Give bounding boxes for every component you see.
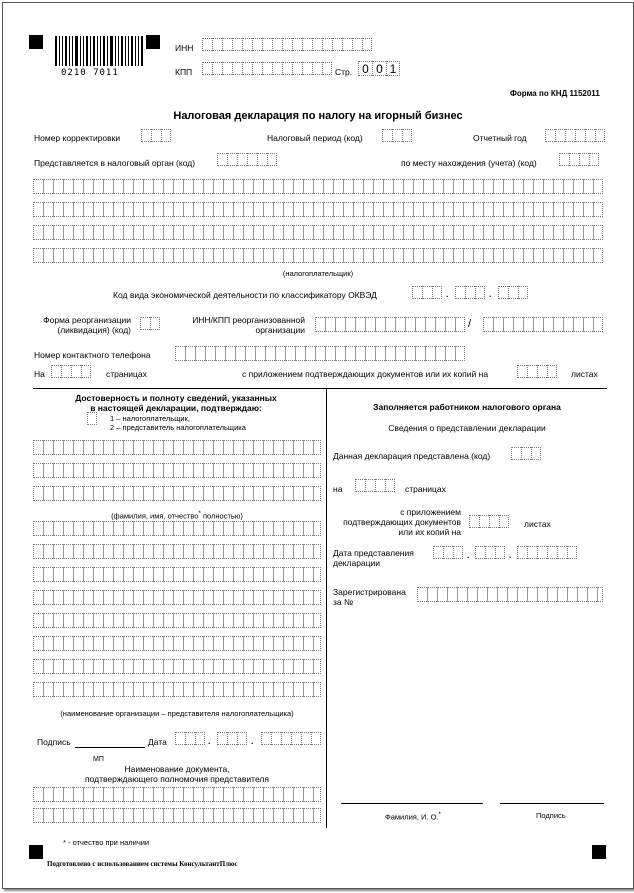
input-cell[interactable] (498, 286, 508, 299)
reorg-kpp-field[interactable] (483, 317, 603, 332)
officer-pages-label: страницах (405, 484, 446, 494)
input-cell[interactable] (301, 732, 311, 745)
registration-number-field[interactable] (417, 587, 603, 602)
reorg-inn-field[interactable] (315, 317, 465, 332)
input-cell[interactable] (547, 365, 557, 378)
barcode-bar (118, 36, 119, 66)
input-cell[interactable] (282, 62, 292, 75)
tax-period-label: Налоговый период (код) (267, 133, 363, 143)
column-divider (326, 388, 327, 828)
org-row[interactable] (33, 544, 321, 559)
input-cell[interactable] (455, 286, 465, 299)
input-cell[interactable] (202, 38, 212, 51)
input-cell[interactable] (282, 38, 292, 51)
barcode-bar (141, 36, 143, 66)
option-taxpayer: 1 – налогоплательщик, (110, 414, 190, 423)
okved-label: Код вида экономической деятельности по классификатору ОКВЭД (113, 290, 377, 300)
officer-date-year[interactable] (517, 546, 577, 559)
location-label: по месту нахождения (учета) (код) (401, 158, 537, 168)
input-cell[interactable] (362, 38, 372, 51)
officer-fio-star: * (438, 811, 441, 818)
input-cell[interactable] (557, 546, 567, 559)
org-caption: (наименование организации – представителя налогоплательщика) (60, 709, 294, 718)
date-month-field[interactable] (217, 732, 247, 745)
input-cell[interactable] (518, 286, 528, 299)
barcode-bar (138, 36, 139, 66)
correction-field[interactable] (141, 129, 171, 142)
input-cell[interactable] (475, 546, 485, 559)
input-cell[interactable] (402, 129, 412, 142)
input-cell[interactable] (575, 129, 585, 142)
org-row[interactable] (33, 682, 321, 697)
input-cell[interactable] (469, 515, 479, 528)
phone-field[interactable] (175, 346, 465, 361)
officer-date-day[interactable] (433, 546, 463, 559)
tax-authority-field[interactable] (217, 153, 277, 166)
fio-caption-text: (фамилия, имя, отчество (111, 511, 199, 521)
input-cell[interactable] (392, 129, 402, 142)
input-cell[interactable] (81, 365, 91, 378)
input-cell[interactable] (412, 286, 422, 299)
input-cell[interactable] (140, 317, 150, 330)
input-cell[interactable] (432, 286, 442, 299)
input-cell[interactable] (272, 62, 282, 75)
input-cell[interactable] (453, 546, 463, 559)
input-cell[interactable] (352, 38, 362, 51)
input-cell[interactable] (237, 153, 247, 166)
officer-heading: Заполняется работником налогового органа (373, 402, 561, 412)
input-cell[interactable] (555, 129, 565, 142)
input-cell[interactable] (517, 365, 527, 378)
org-row[interactable] (33, 636, 321, 651)
barcode-number: 0210 7011 (61, 68, 119, 78)
input-cell[interactable] (227, 732, 237, 745)
input-cell[interactable] (267, 153, 277, 166)
kpp-label: КПП (175, 67, 193, 77)
taxpayer-name-row[interactable] (33, 202, 603, 217)
barcode-bar (115, 36, 116, 66)
reorg-form-field[interactable] (140, 317, 160, 330)
input-cell[interactable] (232, 62, 242, 75)
corner-marker-top-right (146, 35, 160, 49)
correction-label: Номер корректировки (34, 133, 121, 143)
org-row[interactable] (33, 613, 321, 628)
input-cell[interactable] (375, 479, 385, 492)
input-cell[interactable] (212, 62, 222, 75)
reorg-inn-label: ИНН/КПП реорганизованной организации (192, 315, 305, 335)
barcode-bar (100, 36, 101, 66)
input-cell[interactable] (475, 286, 485, 299)
confirmer-type-field[interactable] (87, 412, 97, 425)
input-cell[interactable] (355, 479, 365, 492)
input-cell[interactable] (433, 546, 443, 559)
input-cell[interactable] (322, 38, 332, 51)
input-cell[interactable] (61, 365, 71, 378)
input-cell[interactable] (212, 38, 222, 51)
taxpayer-name-row[interactable] (33, 225, 603, 240)
document-row[interactable] (33, 787, 321, 802)
input-cell[interactable] (150, 317, 160, 330)
barcode-bar (93, 36, 95, 66)
input-cell[interactable] (579, 153, 589, 166)
tax-declaration-form (2, 2, 634, 889)
officer-date-label: Дата представления декларации (333, 548, 414, 568)
officer-pages-field[interactable] (355, 479, 395, 492)
input-cell[interactable] (227, 153, 237, 166)
officer-fio-text: Фамилия, И. О. (385, 812, 439, 822)
barcode-bar (135, 36, 136, 66)
barcode-bar (65, 36, 67, 66)
barcode-bar (97, 36, 98, 66)
input-cell[interactable] (382, 129, 392, 142)
input-cell[interactable] (495, 546, 505, 559)
date-separator-dot: . (208, 736, 211, 746)
date-label: Дата (148, 737, 167, 747)
slash-separator: / (468, 318, 472, 330)
barcode (55, 36, 145, 66)
input-cell[interactable] (242, 62, 252, 75)
barcode-bar (83, 36, 84, 66)
input-cell[interactable] (565, 129, 575, 142)
page-number-field (358, 61, 400, 76)
input-cell[interactable] (195, 732, 205, 745)
input-cell[interactable] (443, 546, 453, 559)
confirmation-heading: Достоверность и полноту сведений, указанных в настоящей декларации, подтверждаю: (75, 393, 277, 413)
input-cell[interactable] (559, 153, 569, 166)
input-cell[interactable] (261, 732, 271, 745)
input-cell[interactable] (302, 62, 312, 75)
report-year-label: Отчетный год (473, 133, 527, 143)
input-cell[interactable] (589, 153, 599, 166)
input-cell[interactable] (567, 546, 577, 559)
input-cell[interactable] (252, 62, 262, 75)
barcode-bar (75, 36, 78, 66)
input-cell[interactable] (252, 38, 262, 51)
input-cell[interactable] (87, 412, 97, 425)
input-cell[interactable] (217, 732, 227, 745)
input-cell[interactable] (281, 732, 291, 745)
document-row[interactable] (33, 808, 321, 823)
barcode-bar (103, 36, 105, 66)
stamp-label: МП (93, 756, 104, 763)
input-cell[interactable] (292, 38, 302, 51)
input-cell[interactable] (479, 515, 489, 528)
input-cell[interactable] (521, 447, 531, 460)
officer-date-month[interactable] (475, 546, 505, 559)
input-cell[interactable] (222, 62, 232, 75)
barcode-bar (62, 36, 63, 66)
date-day-field[interactable] (175, 732, 205, 745)
input-cell[interactable] (262, 38, 272, 51)
okved-field-1[interactable] (412, 286, 442, 299)
barcode-bar (121, 36, 123, 66)
inn-label: ИНН (175, 43, 194, 53)
section-divider (33, 388, 607, 389)
okved-field-3[interactable] (498, 286, 528, 299)
org-row[interactable] (33, 590, 321, 605)
fio-row[interactable] (33, 440, 321, 455)
registered-label: Зарегистрирована за № (333, 587, 406, 607)
officer-subheading: Сведения о представлении декларации (388, 423, 546, 433)
submitted-code-field[interactable] (511, 447, 541, 460)
officer-date-dot: . (467, 550, 470, 560)
barcode-bar (69, 36, 70, 66)
barcode-bar (107, 36, 108, 66)
input-cell[interactable] (537, 365, 547, 378)
input-cell[interactable] (232, 38, 242, 51)
input-cell[interactable] (332, 38, 342, 51)
org-row[interactable] (33, 659, 321, 674)
report-year-field[interactable] (545, 129, 605, 142)
on-label: На (34, 369, 45, 379)
input-cell[interactable] (365, 479, 375, 492)
barcode-bar (59, 36, 60, 66)
corner-marker-bottom-right (592, 845, 606, 859)
input-cell[interactable] (311, 732, 321, 745)
signature-label: Подпись (37, 737, 71, 747)
input-cell[interactable] (517, 546, 527, 559)
fio-caption (33, 509, 321, 522)
input-cell[interactable] (302, 38, 312, 51)
date-year-field[interactable] (261, 732, 321, 745)
input-cell[interactable] (511, 447, 521, 460)
input-cell[interactable] (292, 62, 302, 75)
pages-count-field[interactable] (51, 365, 91, 378)
fio-row[interactable] (33, 486, 321, 501)
input-cell[interactable] (271, 732, 281, 745)
document-heading: Наименование документа, подтверждающего полномочия представителя (85, 764, 269, 784)
input-cell[interactable] (585, 129, 595, 142)
input-cell[interactable] (312, 62, 322, 75)
form-code: Форма по КНД 1152011 (510, 89, 600, 98)
pages-label: страницах (106, 369, 147, 379)
officer-on-label: на (333, 484, 343, 494)
org-row[interactable] (33, 521, 321, 536)
input-cell[interactable] (489, 515, 499, 528)
input-cell[interactable] (527, 365, 537, 378)
input-cell[interactable] (499, 515, 509, 528)
taxpayer-name-row[interactable] (33, 179, 603, 194)
fio-caption-end: полностью) (202, 511, 243, 521)
officer-sheets-label: листах (524, 519, 551, 529)
input-cell[interactable] (385, 479, 395, 492)
page-label: Стр. (335, 67, 353, 77)
okved-field-2[interactable] (455, 286, 485, 299)
page-digit: 0 (372, 61, 386, 76)
signature-line[interactable] (75, 747, 145, 748)
officer-fio-line[interactable] (341, 803, 483, 804)
officer-fio-label (385, 810, 441, 823)
input-cell[interactable] (237, 732, 247, 745)
officer-signature-line[interactable] (500, 803, 604, 804)
input-cell[interactable] (547, 546, 557, 559)
date-separator-dot: . (251, 736, 254, 746)
officer-date-dot: . (509, 550, 512, 560)
input-cell[interactable] (312, 38, 322, 51)
okved-separator-dot: . (489, 289, 492, 299)
input-cell[interactable] (185, 732, 195, 745)
input-cell[interactable] (247, 153, 257, 166)
sheets-label: листах (571, 369, 598, 379)
officer-sheets-field[interactable] (469, 515, 509, 528)
location-field[interactable] (559, 153, 599, 166)
input-cell[interactable] (262, 62, 272, 75)
input-cell[interactable] (595, 129, 605, 142)
input-cell[interactable] (291, 732, 301, 745)
option-representative: 2 – представитель налогоплательщика (110, 423, 246, 432)
input-cell[interactable] (322, 62, 332, 75)
input-cell[interactable] (151, 129, 161, 142)
input-cell[interactable] (242, 38, 252, 51)
okved-separator-dot: . (446, 289, 449, 299)
barcode-bar (128, 36, 129, 66)
input-cell[interactable] (342, 38, 352, 51)
input-cell[interactable] (531, 447, 541, 460)
input-cell[interactable] (485, 546, 495, 559)
input-cell[interactable] (51, 365, 61, 378)
sheets-count-field[interactable] (517, 365, 557, 378)
input-cell[interactable] (569, 153, 579, 166)
input-cell[interactable] (161, 129, 171, 142)
input-cell[interactable] (175, 732, 185, 745)
input-cell[interactable] (141, 129, 151, 142)
input-cell[interactable] (202, 62, 212, 75)
footer-note: Подготовлено с использованием системы КонсультантПлюс (47, 860, 238, 868)
input-cell[interactable] (465, 286, 475, 299)
officer-signature-label: Подпись (536, 811, 566, 820)
tax-authority-label: Представляется в налоговый орган (код) (34, 158, 196, 168)
footnote: * - отчество при наличии (63, 838, 150, 847)
taxpayer-name-row[interactable] (33, 248, 603, 263)
reorg-form-label: Форма реорганизации (ликвидация) (код) (43, 315, 131, 335)
barcode-bar (55, 36, 57, 66)
kpp-field[interactable] (202, 62, 332, 75)
corner-marker-top-left (29, 35, 43, 49)
attachment-label: с приложением подтверждающих документов или их копий на (242, 369, 489, 379)
input-cell[interactable] (537, 546, 547, 559)
input-cell[interactable] (508, 286, 518, 299)
officer-attachment-label: с приложением подтверждающих документов или их копий на (343, 507, 461, 537)
page-title: Налоговая декларация по налогу на игорный бизнес (173, 110, 463, 122)
barcode-bar (86, 36, 88, 66)
input-cell[interactable] (422, 286, 432, 299)
barcode-bar (125, 36, 126, 66)
tax-period-field[interactable] (382, 129, 412, 142)
input-cell[interactable] (527, 546, 537, 559)
barcode-bar (110, 36, 113, 66)
fio-caption-star: * (198, 510, 201, 517)
barcode-bar (72, 36, 73, 66)
org-row[interactable] (33, 567, 321, 582)
input-cell[interactable] (222, 38, 232, 51)
input-cell[interactable] (217, 153, 227, 166)
barcode-bar (80, 36, 81, 66)
input-cell[interactable] (545, 129, 555, 142)
inn-field[interactable] (202, 38, 372, 51)
phone-label: Номер контактного телефона (34, 350, 151, 360)
page-digit: 1 (386, 61, 400, 76)
page-digit: 0 (358, 61, 372, 76)
input-cell[interactable] (257, 153, 267, 166)
submitted-label: Данная декларация представлена (код) (333, 451, 491, 461)
input-cell[interactable] (272, 38, 282, 51)
input-cell[interactable] (71, 365, 81, 378)
barcode-bar (90, 36, 91, 66)
fio-row[interactable] (33, 463, 321, 478)
barcode-bar (131, 36, 133, 66)
taxpayer-caption: (налогоплательщик) (282, 269, 354, 278)
corner-marker-bottom-left (29, 845, 43, 859)
